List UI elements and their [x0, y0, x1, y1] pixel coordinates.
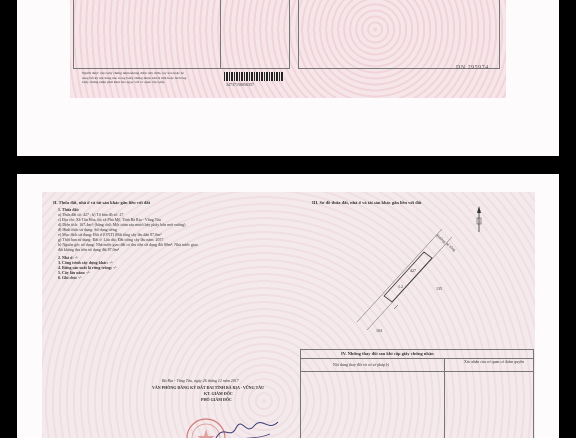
parcel-diagram: [332, 204, 512, 344]
dimension-label-1: 1.2: [398, 284, 403, 289]
warning-note: Người được cấp Giấy chứng nhận không được sửa chữa, tẩy xóa hoặc bổ sung bất kỳ nội dung nào trong Giấy chứng nhận; khi bị mất hoặc hư hỏng Giấy chứng nhận phải khai báo ngay với cơ quan cấp Giấy.: [82, 71, 187, 84]
barcode-number: 34737150056357: [226, 82, 254, 87]
changes-table: [300, 349, 534, 438]
parcel-number-label: 427: [410, 268, 416, 273]
left-box-divider: [220, 0, 221, 68]
section-ii-title: II. Thửa đất, nhà ở và tài sản khác gắn liền với đất: [53, 200, 151, 205]
column-confirmation-header: Xác nhận của cơ quan có thẩm quyền: [464, 359, 524, 364]
signature-kt: KT. GIÁM ĐỐC: [204, 391, 233, 396]
table-header-bottom-line: [301, 371, 533, 372]
right-box: [298, 0, 500, 69]
dimension-label-2: 135: [436, 286, 442, 291]
section-iii-title: III. Sơ đồ thửa đất, nhà ở và tài sản khác gắn liền với đất: [312, 200, 422, 205]
dimension-label-3: 104: [376, 328, 382, 333]
certificate-scan-page: [42, 192, 535, 438]
section-iv-title: IV. Những thay đổi sau khi cấp giấy chứng nhận: [341, 351, 434, 356]
barcode: [224, 72, 284, 81]
land-details: 1. Thửa đất: a) Thửa đất số: 427 ; b) Tờ bản đồ số: 27 c) Địa chỉ: Xã Tân Hòa, thị xã Phú Mỹ, Tỉnh Bà Rịa - Vũng Tàu d) Diện tích: 167,4m²; (bằng chữ: Một trăm sáu mươi bảy phẩy bốn mét vuông) đ) Hình thức sử dụng: Sử dụng riêng e) Mục đích sử dụng: Đất ở (ONT) (Đất tổng sây lâu dân 87,0m² g) Thời hạn sử dụng: Đất ở: Lâu dài; Đất trồng cây lâu năm: 2057 h) Nguồn gốc sử dụng: Nhà nước giao đất có thu tiền sử dụng đất 80m²; Nhà nước giao đất không thu tiền sử dụng đất 87,0m²: [58, 207, 198, 252]
left-box: [73, 0, 290, 69]
north-arrow: [477, 206, 481, 232]
signature-office: VĂN PHÒNG ĐĂNG KÝ ĐẤT ĐAI TỈNH BÀ RỊA - VŨNG TÀU: [152, 385, 265, 390]
handwritten-signature: [212, 418, 282, 438]
table-column-divider: [444, 358, 445, 438]
document-page-2: [17, 174, 559, 438]
certificate-scan-back-top: [70, 0, 506, 98]
serial-number: DN 295974: [456, 65, 489, 71]
signature-deputy: PHÓ GIÁM ĐỐC: [201, 397, 232, 402]
column-changes-header: Nội dung thay đổi và cơ sở pháp lý: [333, 362, 390, 367]
parcel-lines: [357, 229, 452, 330]
road-label: Đường bê tông: [435, 232, 458, 253]
document-page-1: [17, 0, 559, 156]
signature-place-date: Bà Rịa - Vũng Tàu, ngày 26 tháng 12 năm 2017: [162, 378, 239, 383]
asset-items: 2. Nhà ở: -/- 3. Công trình xây dựng khác: -/- 4. Rừng sản xuất là rừng trồng: -/- 5. Cây lâu năm: -/- 6. Ghi chú: -/-: [58, 255, 117, 280]
